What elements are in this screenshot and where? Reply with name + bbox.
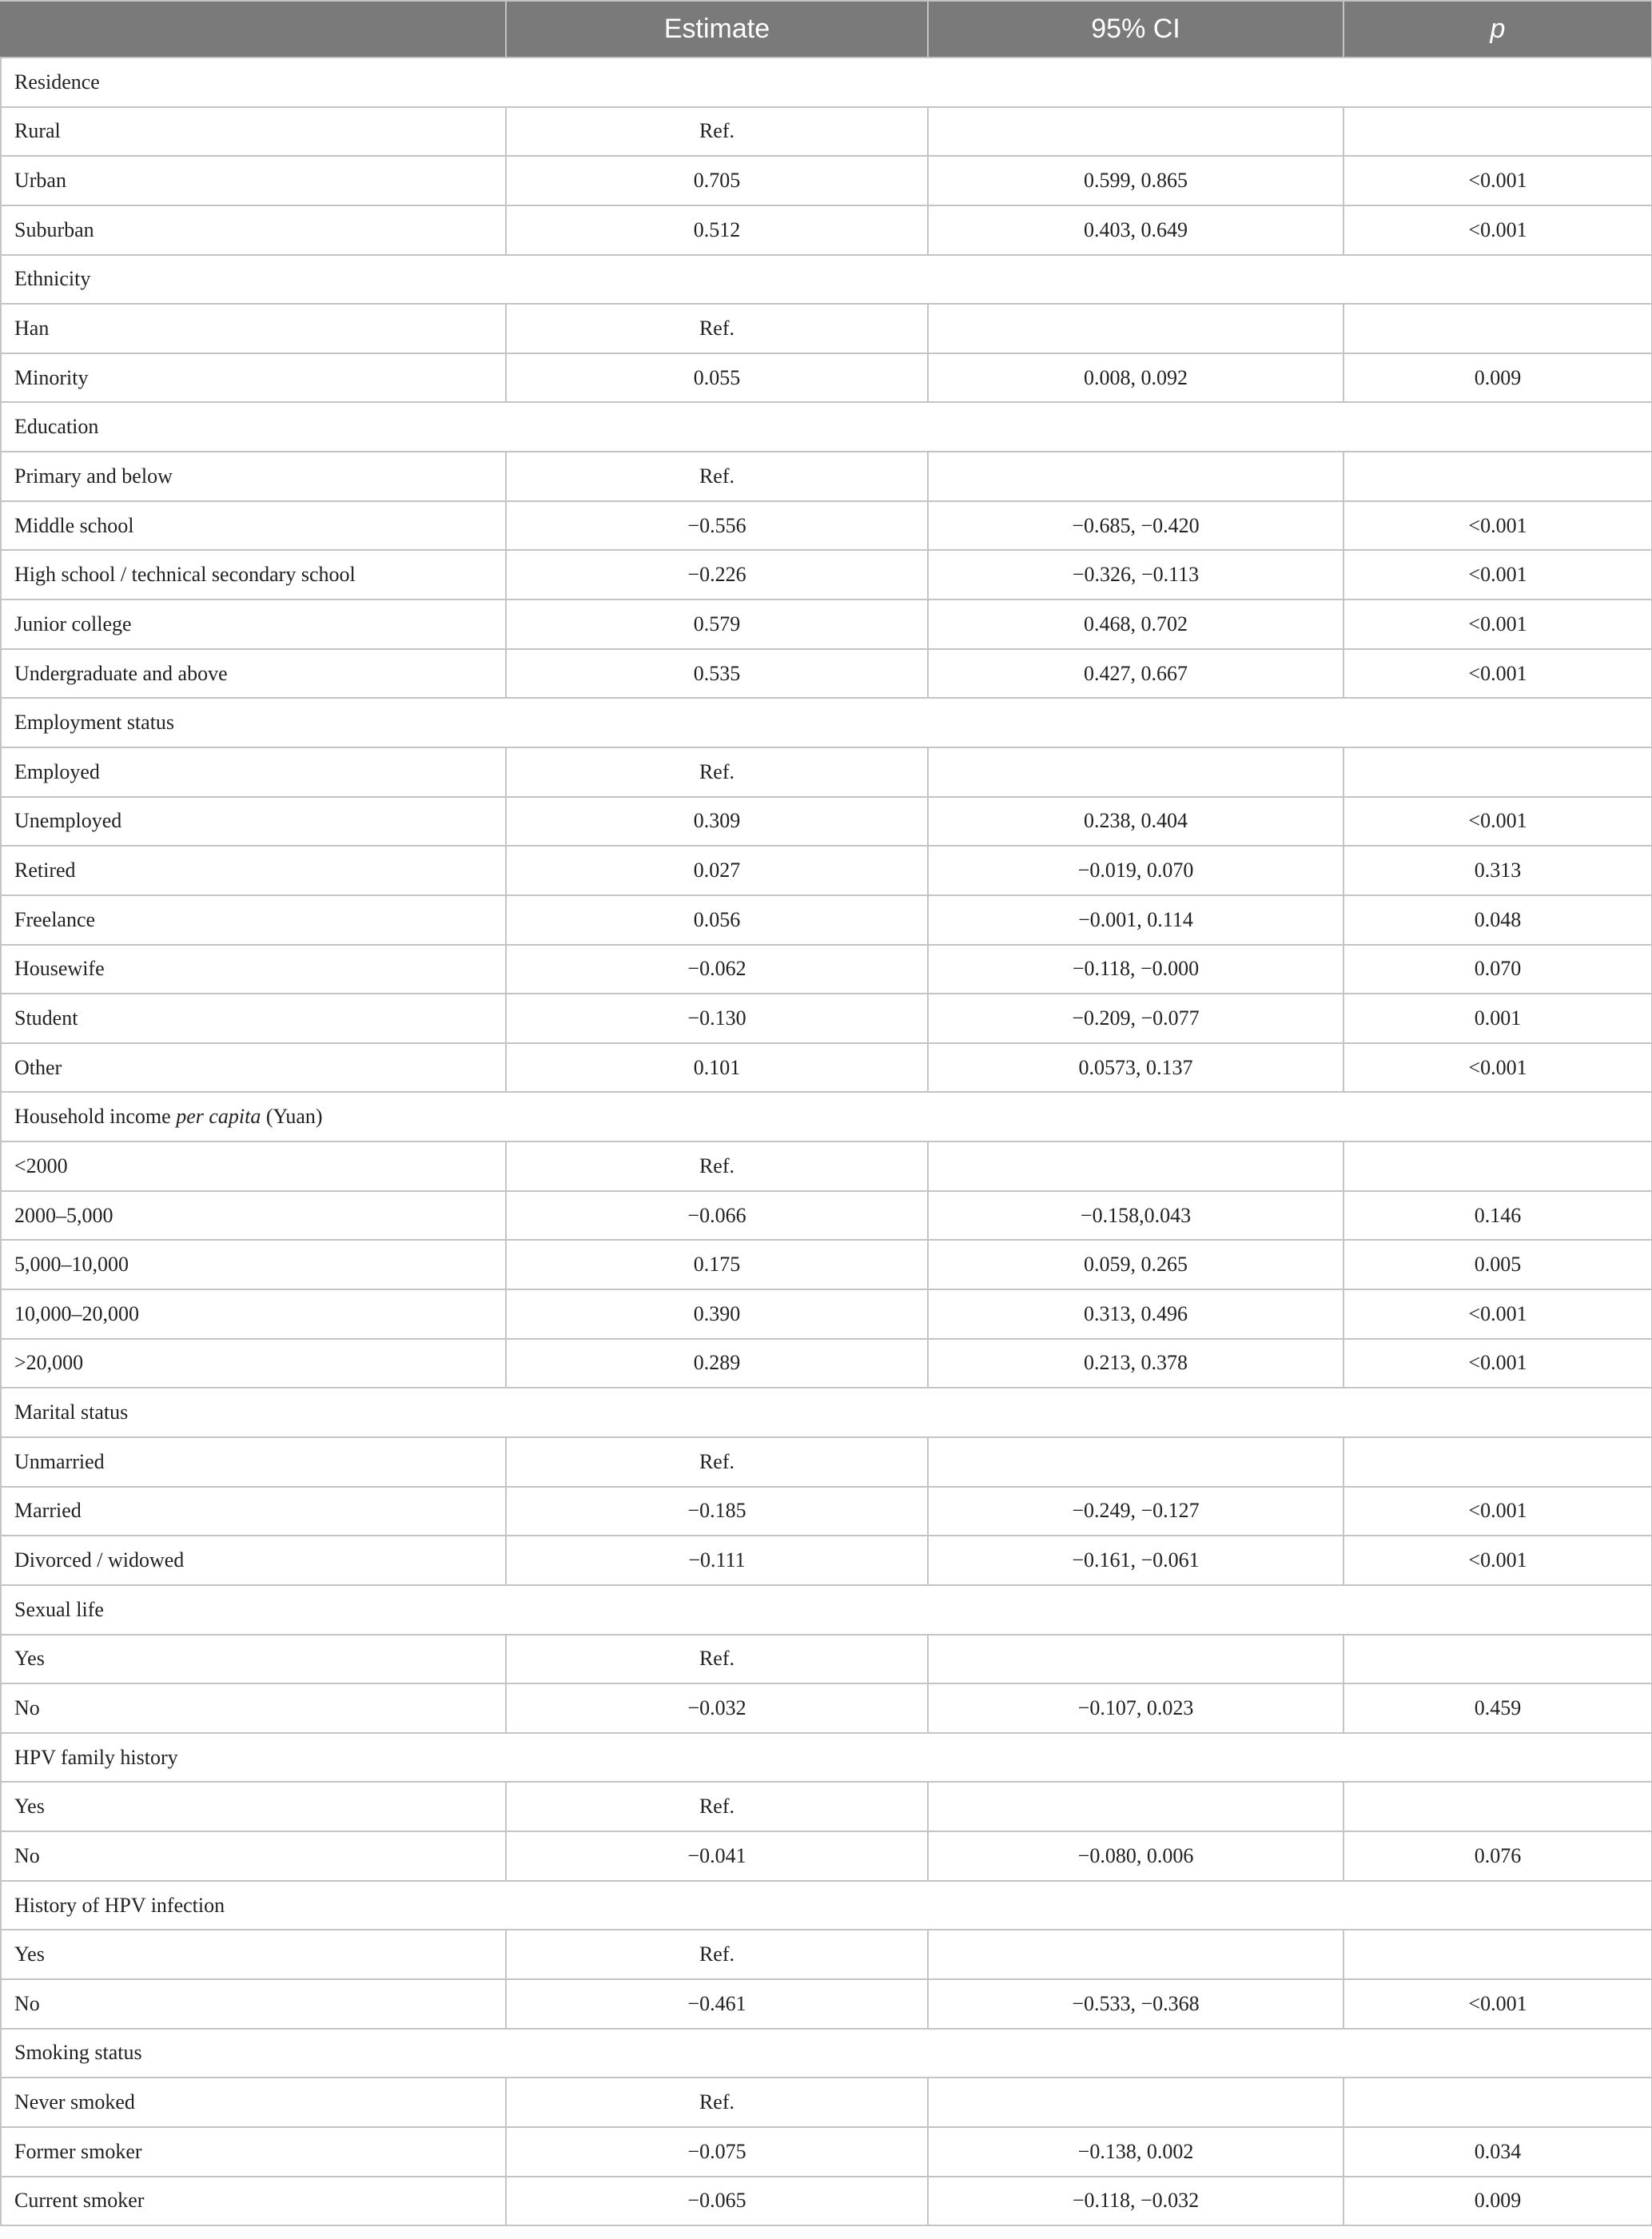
estimate-cell: 0.579 xyxy=(506,600,928,649)
p-cell: 0.459 xyxy=(1343,1683,1652,1733)
p-cell xyxy=(1343,1635,1652,1684)
table-row xyxy=(1,107,1652,157)
level-cell: Current smoker xyxy=(1,2177,506,2226)
group-row xyxy=(1,1092,1652,1141)
estimate-cell: Ref. xyxy=(506,747,928,797)
ci-cell xyxy=(928,747,1343,797)
p-cell xyxy=(1343,1782,1652,1831)
level-cell: Retired xyxy=(1,846,506,895)
level-cell: Former smoker xyxy=(1,2127,506,2177)
p-cell xyxy=(1343,1930,1652,1979)
group-label xyxy=(1,58,1652,107)
estimate-cell: Ref. xyxy=(506,1782,928,1831)
ci-cell: 0.213, 0.378 xyxy=(928,1339,1343,1388)
group-label-text: History of HPV infection xyxy=(14,1893,225,1917)
group-label-text: Marital status xyxy=(14,1400,129,1424)
group-label-text: Sexual life xyxy=(14,1597,104,1621)
table-header xyxy=(1,1,1652,58)
estimate-cell: 0.101 xyxy=(506,1043,928,1093)
level-cell: 10,000–20,000 xyxy=(1,1289,506,1339)
p-cell xyxy=(1343,304,1652,353)
estimate-cell: Ref. xyxy=(506,107,928,157)
group-label xyxy=(1,255,1652,305)
ci-cell: −0.161, −0.061 xyxy=(928,1536,1343,1585)
p-cell: <0.001 xyxy=(1343,649,1652,699)
level-cell: Yes xyxy=(1,1782,506,1831)
p-cell: <0.001 xyxy=(1343,1289,1652,1339)
table-row xyxy=(1,747,1652,797)
estimate-cell: 0.055 xyxy=(506,353,928,403)
estimate-cell: 0.289 xyxy=(506,1339,928,1388)
level-cell: Unmarried xyxy=(1,1437,506,1487)
level-cell: Housewife xyxy=(1,945,506,994)
p-cell: 0.005 xyxy=(1343,1240,1652,1289)
estimate-cell: 0.175 xyxy=(506,1240,928,1289)
p-cell: <0.001 xyxy=(1343,156,1652,205)
group-label xyxy=(1,1388,1652,1437)
level-cell: <2000 xyxy=(1,1141,506,1191)
group-row xyxy=(1,402,1652,452)
level-cell: Suburban xyxy=(1,205,506,255)
level-cell: Urban xyxy=(1,156,506,205)
ci-cell: −0.001, 0.114 xyxy=(928,895,1343,945)
level-cell: Yes xyxy=(1,1930,506,1979)
ci-cell: −0.118, −0.032 xyxy=(928,2177,1343,2226)
p-cell: 0.009 xyxy=(1343,353,1652,403)
table-row xyxy=(1,846,1652,895)
estimate-cell: 0.027 xyxy=(506,846,928,895)
level-cell: Other xyxy=(1,1043,506,1093)
table-row xyxy=(1,2127,1652,2177)
estimate-cell: −0.075 xyxy=(506,2127,928,2177)
level-cell: Undergraduate and above xyxy=(1,649,506,699)
level-cell: 5,000–10,000 xyxy=(1,1240,506,1289)
estimate-cell: −0.226 xyxy=(506,550,928,600)
group-label-text: Residence xyxy=(14,70,100,94)
ci-cell xyxy=(928,1782,1343,1831)
estimate-cell: Ref. xyxy=(506,452,928,501)
estimate-cell: −0.461 xyxy=(506,1979,928,2029)
table-row xyxy=(1,945,1652,994)
ci-cell: 0.468, 0.702 xyxy=(928,600,1343,649)
table-row xyxy=(1,205,1652,255)
p-cell xyxy=(1343,1437,1652,1487)
table-row xyxy=(1,1289,1652,1339)
p-cell: 0.001 xyxy=(1343,994,1652,1043)
group-label-text: Smoking status xyxy=(14,2041,142,2065)
estimate-cell: 0.705 xyxy=(506,156,928,205)
ci-cell xyxy=(928,107,1343,157)
level-cell: No xyxy=(1,1979,506,2029)
p-cell: <0.001 xyxy=(1343,1536,1652,1585)
p-cell xyxy=(1343,452,1652,501)
table-row xyxy=(1,1782,1652,1831)
ci-cell xyxy=(928,1437,1343,1487)
table-row xyxy=(1,550,1652,600)
table-row xyxy=(1,1536,1652,1585)
ci-cell xyxy=(928,2078,1343,2127)
group-label-suffix: (Yuan) xyxy=(265,1105,323,1129)
table-row xyxy=(1,353,1652,403)
group-label-text: Education xyxy=(14,415,99,439)
estimate-cell: −0.041 xyxy=(506,1831,928,1881)
ci-cell: −0.685, −0.420 xyxy=(928,501,1343,551)
ci-cell: −0.533, −0.368 xyxy=(928,1979,1343,2029)
group-row xyxy=(1,1881,1652,1930)
level-cell: 2000–5,000 xyxy=(1,1191,506,1241)
group-label xyxy=(1,1092,1652,1141)
estimate-cell: 0.056 xyxy=(506,895,928,945)
ci-cell: −0.209, −0.077 xyxy=(928,994,1343,1043)
table-row xyxy=(1,1635,1652,1684)
table-row xyxy=(1,600,1652,649)
level-cell: Primary and below xyxy=(1,452,506,501)
group-row xyxy=(1,698,1652,747)
ci-cell: 0.0573, 0.137 xyxy=(928,1043,1343,1093)
ci-cell: 0.313, 0.496 xyxy=(928,1289,1343,1339)
table-row xyxy=(1,501,1652,551)
estimate-cell: 0.390 xyxy=(506,1289,928,1339)
table-row xyxy=(1,1043,1652,1093)
p-cell: <0.001 xyxy=(1343,797,1652,847)
level-cell: Married xyxy=(1,1487,506,1536)
p-cell: 0.313 xyxy=(1343,846,1652,895)
table-row xyxy=(1,1339,1652,1388)
group-label xyxy=(1,2029,1652,2078)
group-label-italic: per capita xyxy=(176,1105,261,1129)
p-cell xyxy=(1343,747,1652,797)
p-cell: 0.048 xyxy=(1343,895,1652,945)
estimate-cell: Ref. xyxy=(506,1930,928,1979)
group-row xyxy=(1,58,1652,107)
table-row xyxy=(1,797,1652,847)
table-row xyxy=(1,1240,1652,1289)
group-row xyxy=(1,1585,1652,1635)
ci-cell: 0.059, 0.265 xyxy=(928,1240,1343,1289)
ci-cell: −0.158,0.043 xyxy=(928,1191,1343,1241)
level-cell: No xyxy=(1,1831,506,1881)
ci-cell xyxy=(928,304,1343,353)
table-row xyxy=(1,2177,1652,2226)
p-cell xyxy=(1343,107,1652,157)
estimate-cell: −0.032 xyxy=(506,1683,928,1733)
ci-cell: −0.019, 0.070 xyxy=(928,846,1343,895)
group-label xyxy=(1,402,1652,452)
table-row xyxy=(1,304,1652,353)
level-cell: Han xyxy=(1,304,506,353)
table-row xyxy=(1,1141,1652,1191)
p-cell: <0.001 xyxy=(1343,1339,1652,1388)
estimate-cell: −0.185 xyxy=(506,1487,928,1536)
estimate-cell: Ref. xyxy=(506,304,928,353)
estimate-cell: Ref. xyxy=(506,1635,928,1684)
ci-cell: 0.403, 0.649 xyxy=(928,205,1343,255)
ci-cell xyxy=(928,1635,1343,1684)
table-row xyxy=(1,649,1652,699)
estimate-cell: Ref. xyxy=(506,1141,928,1191)
header-p: p xyxy=(1343,1,1652,58)
group-label xyxy=(1,1585,1652,1635)
p-cell: 0.034 xyxy=(1343,2127,1652,2177)
table-row xyxy=(1,895,1652,945)
level-cell: Yes xyxy=(1,1635,506,1684)
group-label-text: Employment status xyxy=(14,711,175,735)
ci-cell: −0.326, −0.113 xyxy=(928,550,1343,600)
table-row xyxy=(1,2078,1652,2127)
table-row xyxy=(1,1487,1652,1536)
ci-cell: 0.599, 0.865 xyxy=(928,156,1343,205)
p-cell: <0.001 xyxy=(1343,501,1652,551)
estimate-cell: 0.535 xyxy=(506,649,928,699)
header-estimate: Estimate xyxy=(506,1,928,58)
p-cell: <0.001 xyxy=(1343,600,1652,649)
group-label xyxy=(1,1881,1652,1930)
level-cell: Divorced / widowed xyxy=(1,1536,506,1585)
estimate-cell: 0.512 xyxy=(506,205,928,255)
table-row xyxy=(1,1437,1652,1487)
estimate-cell: −0.066 xyxy=(506,1191,928,1241)
level-cell: Rural xyxy=(1,107,506,157)
ci-cell xyxy=(928,1141,1343,1191)
p-cell: <0.001 xyxy=(1343,550,1652,600)
table-row xyxy=(1,1979,1652,2029)
header-variable xyxy=(1,1,506,58)
level-cell: No xyxy=(1,1683,506,1733)
estimate-cell: −0.111 xyxy=(506,1536,928,1585)
ci-cell xyxy=(928,1930,1343,1979)
ci-cell: 0.427, 0.667 xyxy=(928,649,1343,699)
group-label xyxy=(1,698,1652,747)
group-row xyxy=(1,1388,1652,1437)
p-cell xyxy=(1343,1141,1652,1191)
p-cell: <0.001 xyxy=(1343,205,1652,255)
level-cell: Student xyxy=(1,994,506,1043)
group-label-text: HPV family history xyxy=(14,1745,178,1769)
ci-cell xyxy=(928,452,1343,501)
p-cell: 0.076 xyxy=(1343,1831,1652,1881)
table-row xyxy=(1,994,1652,1043)
level-cell: Middle school xyxy=(1,501,506,551)
estimate-cell: −0.556 xyxy=(506,501,928,551)
ci-cell: −0.138, 0.002 xyxy=(928,2127,1343,2177)
group-label xyxy=(1,1733,1652,1783)
level-cell: High school / technical secondary school xyxy=(1,550,506,600)
ci-cell: 0.238, 0.404 xyxy=(928,797,1343,847)
table-row xyxy=(1,1191,1652,1241)
estimate-cell: −0.062 xyxy=(506,945,928,994)
level-cell: Employed xyxy=(1,747,506,797)
p-cell xyxy=(1343,2078,1652,2127)
ci-cell: −0.107, 0.023 xyxy=(928,1683,1343,1733)
table-row xyxy=(1,1831,1652,1881)
ci-cell: −0.249, −0.127 xyxy=(928,1487,1343,1536)
p-cell: 0.070 xyxy=(1343,945,1652,994)
p-cell: <0.001 xyxy=(1343,1487,1652,1536)
table-row xyxy=(1,156,1652,205)
p-cell: <0.001 xyxy=(1343,1979,1652,2029)
estimate-cell: Ref. xyxy=(506,1437,928,1487)
p-cell: 0.009 xyxy=(1343,2177,1652,2226)
p-cell: <0.001 xyxy=(1343,1043,1652,1093)
level-cell: Junior college xyxy=(1,600,506,649)
group-row xyxy=(1,1733,1652,1783)
ci-cell: −0.118, −0.000 xyxy=(928,945,1343,994)
estimate-cell: −0.130 xyxy=(506,994,928,1043)
group-row xyxy=(1,2029,1652,2078)
group-row xyxy=(1,255,1652,305)
estimate-cell: Ref. xyxy=(506,2078,928,2127)
estimate-cell: 0.309 xyxy=(506,797,928,847)
estimate-cell: −0.065 xyxy=(506,2177,928,2226)
table-body xyxy=(1,58,1652,2225)
table-row xyxy=(1,1930,1652,1979)
p-cell: 0.146 xyxy=(1343,1191,1652,1241)
ci-cell: −0.080, 0.006 xyxy=(928,1831,1343,1881)
level-cell: >20,000 xyxy=(1,1339,506,1388)
level-cell: Minority xyxy=(1,353,506,403)
group-label-text: Ethnicity xyxy=(14,267,91,291)
ci-cell: 0.008, 0.092 xyxy=(928,353,1343,403)
table-row xyxy=(1,452,1652,501)
header-ci: 95% CI xyxy=(928,1,1343,58)
table-row xyxy=(1,1683,1652,1733)
level-cell: Freelance xyxy=(1,895,506,945)
level-cell: Never smoked xyxy=(1,2078,506,2127)
level-cell: Unemployed xyxy=(1,797,506,847)
group-label-text: Household income xyxy=(14,1105,171,1129)
